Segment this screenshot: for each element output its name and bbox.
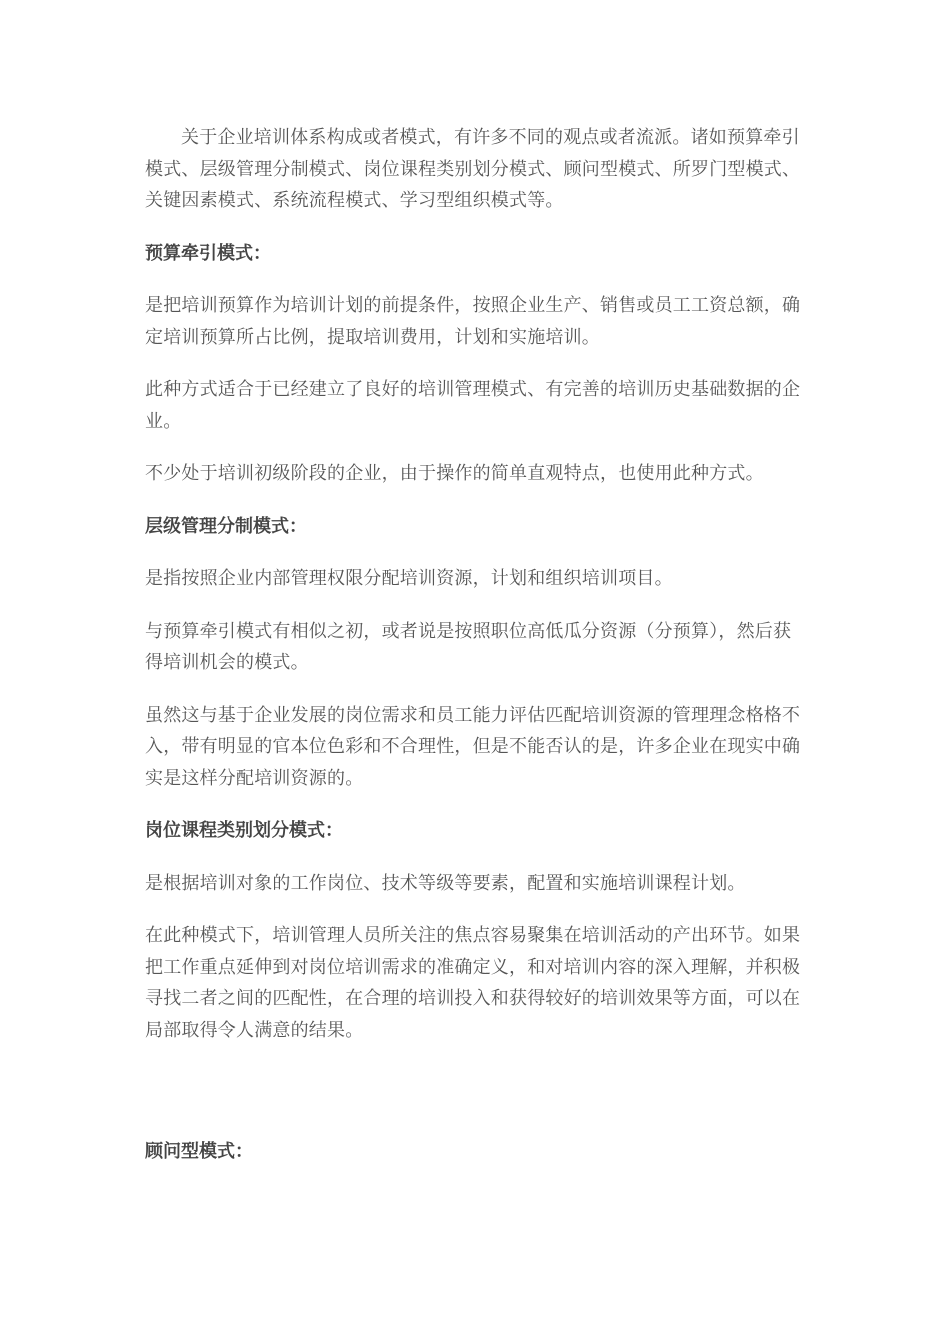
section-heading-hierarchy: 层级管理分制模式： (145, 515, 307, 537)
section-heading-position-course: 岗位课程类别划分模式： (145, 820, 343, 841)
section-paragraph: 是把培训预算作为培训计划的前提条件，按照企业生产、销售或员工工资总额，确定培训预算所占比例，提取培训费用，计划和实施培训。 (145, 295, 801, 348)
section-paragraph: 虽然这与基于企业发展的岗位需求和员工能力评估匹配培训资源的管理理念格格不入，带有明显的官本位色彩和不合理性，但是不能否认的是，许多企业在现实中确实是这样分配培训资源的。 (145, 704, 801, 789)
section-paragraph: 不少处于培训初级阶段的企业，由于操作的简单直观特点，也使用此种方式。 (145, 463, 764, 484)
section-paragraph: 是指按照企业内部管理权限分配培训资源，计划和组织培训项目。 (145, 568, 673, 589)
intro-paragraph: 关于企业培训体系构成或者模式，有许多不同的观点或者流派。诸如预算牵引模式、层级管理分制模式、岗位课程类别划分模式、顾问型模式、所罗门型模式、关键因素模式、系统流程模式、学习型组织模式等。 (145, 127, 801, 211)
section-heading-consultant: 顾问型模式： (145, 1141, 253, 1162)
section-paragraph: 与预算牵引模式有相似之初，或者说是按照职位高低瓜分资源（分预算），然后获得培训机会的模式。 (145, 620, 792, 673)
section-paragraph: 是根据培训对象的工作岗位、技术等级等要素，配置和实施培训课程计划。 (145, 872, 746, 894)
document-body (145, 122, 805, 1168)
section-paragraph: 在此种模式下，培训管理人员所关注的焦点容易聚集在培训活动的产出环节。如果把工作重点延伸到对岗位培训需求的准确定义，和对培训内容的深入理解，并积极寻找二者之间的匹配性，在合理的培训投入和获得较好的培训效果等方面，可以在局部取得令人满意的结果。 (145, 925, 801, 1041)
section-paragraph: 此种方式适合于已经建立了良好的培训管理模式、有完善的培训历史基础数据的企业。 (145, 379, 801, 432)
section-heading-budget: 预算牵引模式： (145, 242, 271, 264)
